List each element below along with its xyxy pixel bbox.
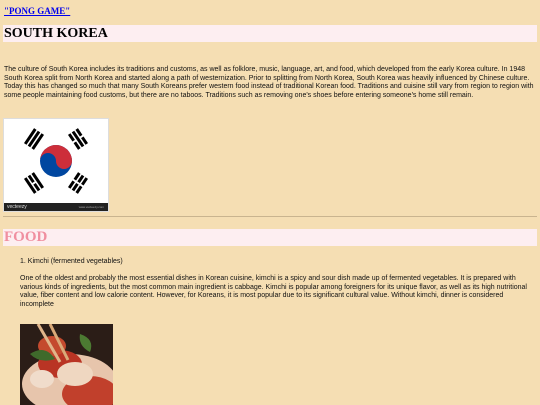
image-watermark-bar bbox=[4, 203, 108, 211]
food-item-title: Kimchi (fermented vegetables) bbox=[27, 258, 123, 265]
food-heading: FOOD bbox=[4, 229, 48, 245]
section-divider bbox=[3, 216, 537, 217]
south-korea-flag-icon bbox=[4, 119, 108, 203]
kimchi-photo-icon bbox=[20, 324, 113, 405]
pong-game-link[interactable]: "PONG GAME" bbox=[4, 6, 71, 16]
country-intro-text: The culture of South Korea includes its traditions and customs, as well as folklore, music, language, art, and food, which developed from the early Korea culture. In 1948 South Korea split from North Korea and started along a path of westernization. Prior to splitting from North Korea, South Korea was heavily influenced by Chinese culture. Today this has changed so much that many South Koreans prefer western food instead of traditional Korean food. Traditions and cuisine still vary from region to region with some people maintaining food customs, but there are no taboos. Traditions such as removing one's shoes before entering someone's home still remain. bbox=[4, 66, 534, 99]
watermark-brand: vecteezy bbox=[7, 204, 27, 210]
food-list-item bbox=[20, 258, 123, 265]
food-item-description: One of the oldest and probably the most essential dishes in Korean cuisine, kimchi is a spicy and sour dish made up of fermented vegetables. It is prepared with various kinds of ingredients, but the most common main ingredient is cabbage. Kimchi is popular among foreigners for its unique flavor, as well as its high nutritional value, fiber content and low calorie content. However, for Koreans, it is most popular due to its significant cultural value. Without kimchi, dinner is considered incomplete bbox=[20, 275, 527, 308]
watermark-credit: www.vecteezy.com bbox=[78, 205, 104, 209]
kimchi-photo bbox=[20, 324, 113, 405]
south-korea-flag-image bbox=[3, 118, 109, 212]
food-heading-bar bbox=[3, 229, 537, 246]
food-item-number: 1. bbox=[20, 258, 26, 265]
country-heading: SOUTH KOREA bbox=[4, 26, 108, 41]
